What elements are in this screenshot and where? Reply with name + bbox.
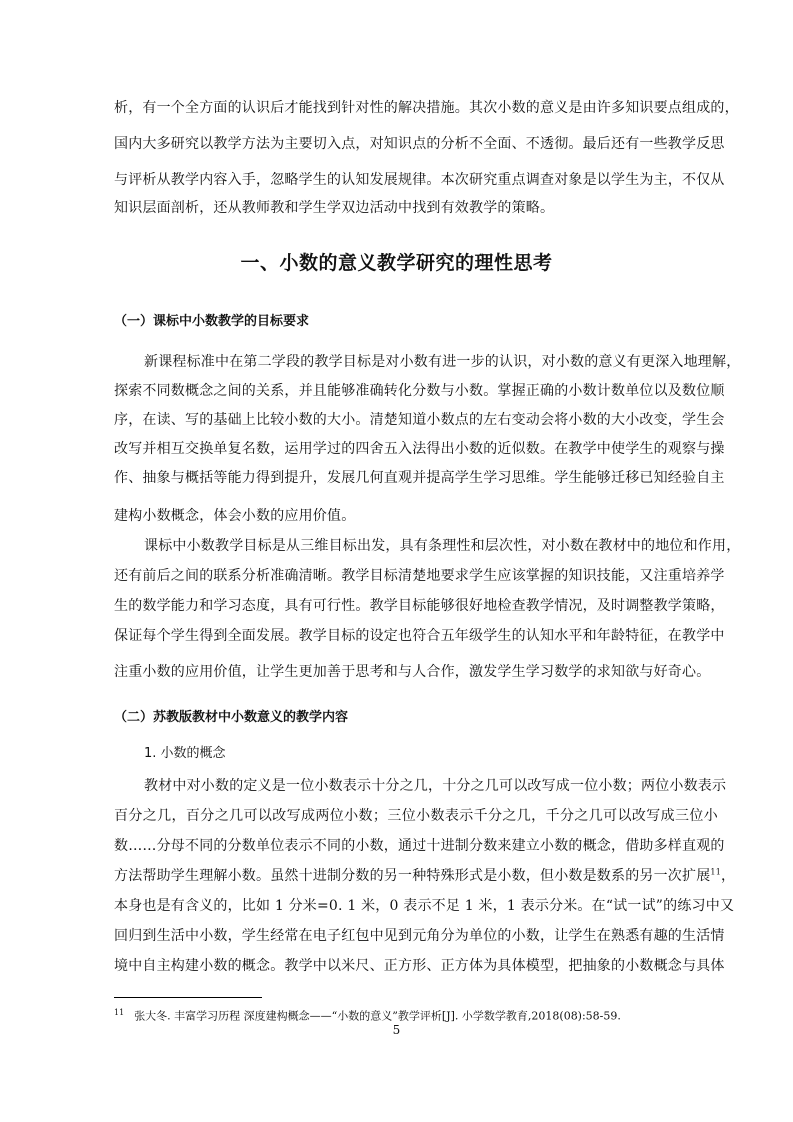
- s2-p1-line-6: 回归到生活中小数，学生经常在电子红包中见到元角分为单位的小数，让学生在熟悉有趣的生活情: [114, 928, 725, 944]
- intro-line-3: 与评析从教学内容入手，忽略学生的认知发展规律。本次研究重点调查对象是以学生为主，不仅从: [114, 172, 725, 188]
- s1-p2-line-3: 生的数学能力和学习态度，具有可行性。教学目标能够很好地检查教学情况，及时调整教学策略，: [114, 598, 725, 614]
- s1-p1-line-6: 建构小数概念，体会小数的应用价值。: [114, 508, 356, 524]
- s1-p1-line-4: 改写并相互交换单复名数，运用学过的四舍五入法得出小数的近似数。在教学中使学生的观察与操: [114, 441, 725, 457]
- s2-p1-line-7: 境中自主构建小数的概念。教学中以米尺、正方形、正方体为具体模型，把抽象的小数概念与具体: [114, 958, 725, 974]
- subsection-heading-1: 1. 小数的概念: [144, 746, 226, 761]
- s2-p1-line-1: 教材中对小数的定义是一位小数表示十分之几，十分之几可以改写成一位小数；两位小数表示: [144, 778, 727, 794]
- s1-p1-line-3: 序，在读、写的基础上比较小数的大小。清楚知道小数点的左右变动会将小数的大小改变，学生会: [114, 412, 725, 428]
- section-heading-2: （二）苏教版教材中小数意义的教学内容: [114, 710, 349, 725]
- s1-p2-line-1: 课标中小数教学目标是从三维目标出发，具有条理性和层次性，对小数在教材中的地位和作用，: [144, 538, 741, 554]
- chapter-title: 一、小数的意义教学研究的理性思考: [240, 252, 553, 274]
- intro-line-2: 国内大多研究以教学方法为主要切入点，对知识点的分析不全面、不透彻。最后还有一些教学反思: [114, 136, 725, 152]
- s1-p2-line-5: 注重小数的应用价值，让学生更加善于思考和与人合作，激发学生学习数学的求知欲与好奇心。: [114, 664, 711, 680]
- s1-p2-line-2: 还有前后之间的联系分析准确清晰。教学目标清楚地要求学生应该掌握的知识技能，又注重培养学: [114, 568, 725, 584]
- footnote-reference-tail: ，: [721, 868, 736, 884]
- s2-p1-line-5: 本身也是有含义的，比如 1 分米=0. 1 米，0 表示不足 1 米，1 表示分米。在“试一试”的练习中又: [114, 898, 735, 914]
- s1-p1-line-5: 作、抽象与概括等能力得到提升，发展几何直观并提高学生学习思维。学生能够迁移已知经验自主: [114, 470, 725, 486]
- page-number: 5: [392, 1023, 401, 1037]
- section-heading-1: （一）课标中小数教学的目标要求: [114, 314, 310, 329]
- s1-p1-line-2: 探索不同数概念之间的关系，并且能够准确转化分数与小数。掌握正确的小数计数单位以及数位顺: [114, 383, 725, 399]
- s2-p1-line-3: 数……分母不同的分数单位表示不同的小数，通过十进制分数来建立小数的概念，借助多样直观的: [114, 838, 725, 854]
- s2-p1-line-4: [114, 866, 735, 886]
- s1-p1-line-1: 新课程标准中在第二学段的教学目标是对小数有进一步的认识，对小数的意义有更深入地理解，: [144, 354, 741, 370]
- footnote-text: 张大冬. 丰富学习历程 深度建构概念——“小数的意义”教学评析[J]. 小学数学教育,2018(08):58-59.: [134, 1009, 621, 1023]
- footnote-mark: 11: [114, 1008, 125, 1017]
- intro-line-4: 知识层面剖析，还从教师教和学生学双边活动中找到有效教学的策略。: [114, 200, 555, 216]
- s2-p1-line-4-text: 方法帮助学生理解小数。虽然十进制分数的另一种特殊形式是小数，但小数是数系的另一次扩展: [114, 868, 711, 884]
- footnote-reference: 11: [710, 867, 721, 877]
- s1-p2-line-4: 保证每个学生得到全面发展。教学目标的设定也符合五年级学生的认知水平和年龄特征，在教学中: [114, 628, 725, 644]
- footnote-separator: [114, 997, 262, 998]
- s2-p1-line-2: 百分之几，百分之几可以改写成两位小数；三位小数表示千分之几，千分之几可以改写成三位小: [114, 808, 718, 824]
- intro-line-1: 析，有一个全方面的认识后才能找到针对性的解决措施。其次小数的意义是由许多知识要点组成的，: [114, 100, 739, 116]
